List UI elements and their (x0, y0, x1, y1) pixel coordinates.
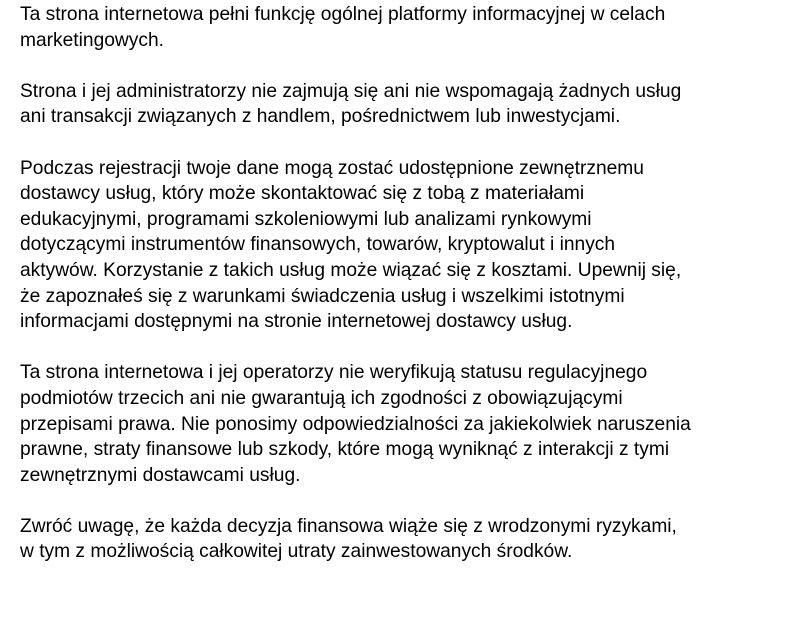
paragraph-risk-warning: Zwróć uwagę, że każda decyzja finansowa wiąże się z wrodzonymi ryzykami, w tym z możliwością całkowitej utraty zainwestowanych środków. (20, 515, 677, 563)
paragraph-no-verification: Ta strona internetowa i jej operatorzy nie weryfikują statusu regulacyjnego podmiotów trzecich ani nie gwarantują ich zgodności z obowiązującymi przepisami prawa. Nie ponosimy odpowiedzialności za jakiekolwiek naruszenia prawne, straty finansowe lub szkody, które mogą wyniknąć z interakcji z tymi zewnętrznymi dostawcami usług. (20, 362, 691, 486)
paragraph-data-sharing: Podczas rejestracji twoje dane mogą zostać udostępnione zewnętrznemu dostawcy usług, który może skontaktować się z tobą z materiałami edukacyjnymi, programami szkoleniowymi lub analizami rynkowymi dotyczącymi instrumentów finansowych, towarów, kryptowalut i innych aktywów. Korzystanie z takich usług może wiązać się z kosztami. Upewnij się, że zapoznałeś się z warunkami świadczenia usług i wszelkimi istotnymi informacjami dostępnymi na stronie internetowej dostawcy usług. (20, 157, 682, 333)
disclaimer-text (20, 2, 780, 591)
paragraph-platform-purpose: Ta strona internetowa pełni funkcję ogólnej platformy informacyjnej w celach marketingowych. (20, 4, 666, 51)
paragraph-no-services: Strona i jej administratorzy nie zajmują się ani nie wspomagają żadnych usług ani transakcji związanych z handlem, pośrednictwem lub inwestycjami. (20, 80, 682, 128)
